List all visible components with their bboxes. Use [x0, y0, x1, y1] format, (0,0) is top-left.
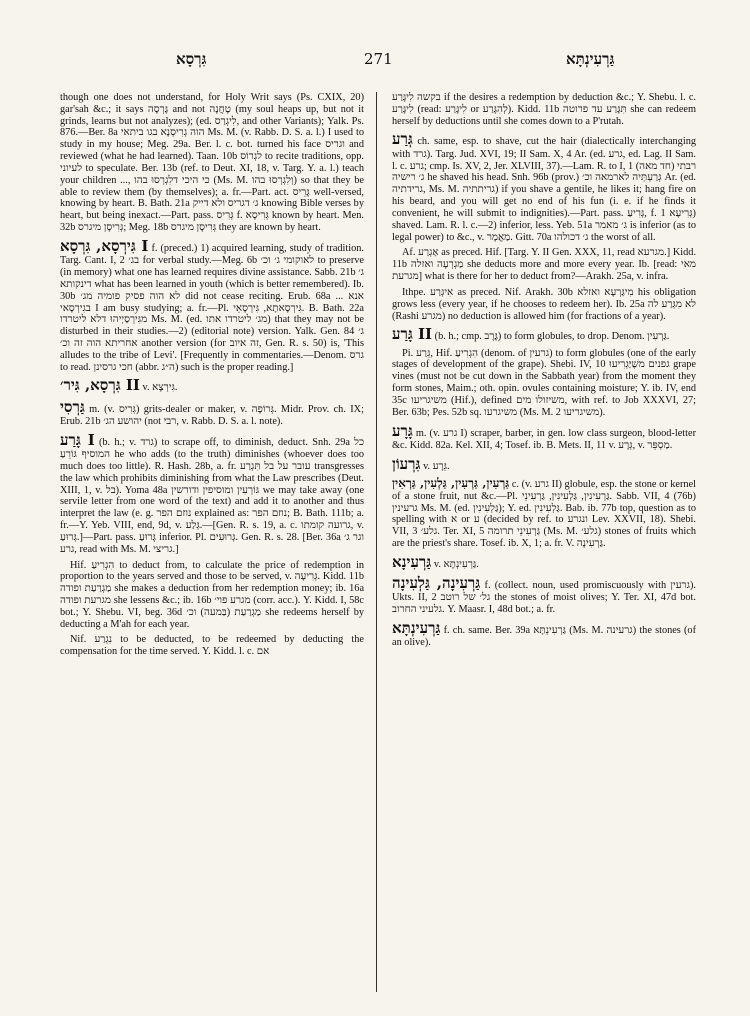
entry-subsection — [60, 634, 364, 658]
dictionary-entry — [392, 575, 696, 616]
dictionary-entry — [60, 92, 364, 234]
dictionary-entry — [392, 92, 696, 127]
dictionary-entry — [392, 554, 696, 571]
entry-headword: גָּרַע II — [392, 325, 433, 344]
dictionary-entry — [60, 432, 364, 556]
dictionary-entry — [392, 477, 696, 550]
entry-headword: גַּרְעִינְתָּא — [392, 619, 441, 637]
entry-headword: גַּרְעִינָא — [392, 552, 432, 571]
entry-headword: גְּרַע — [392, 130, 413, 149]
entry-text: Pi. גֵּרַע, Hif. הִגְרִיעַ (denom. of גרעין) to form globules (one of the early stages of development of the grape). Shebi. IV, 10 גפנים משֶׁיַּגְרִיעוּ grape vines (must not be cut down in the Sabbath year) from the moment they form stones, Maim.; oth. opin. ovules containing moisture; Y. ib. IV, end 35c משיגריעו (Hif.), defined משיזולו מים, with ref. to Job XXXVI, 27; Ber. 63b; Pes. 52b sq. משיגרעו (Ms. M. 2 משיגריעו). — [392, 347, 696, 418]
entry-headword: גָּרָע — [392, 421, 413, 440]
entry-text: Af. אַגְרַע as preced. Hif. [Targ. Y. II Gen. XXX, 11, read מגרעא.] Kidd. 11b מַגְרְעָה ואזלה she deducts more and more every year. Ib. [read: מאי מגרעת] what is there for her to deduct from?—Arakh. 25a, v. infra. — [392, 247, 696, 283]
entry-headword: גַּרְעִינָה, גַּלְעִינָה — [392, 574, 481, 593]
entry-text: f. ch. same. Ber. 39a גַּרְעִינְתָּא (Ms. M. גרעינה) the stones (of an olive). — [392, 625, 696, 649]
right-column — [392, 92, 696, 1004]
entry-headword: גִּירְסָא, גִּרְסָא I — [60, 236, 149, 255]
entry-headword: גַּרְעִין, גַּרְעִין, גַּלְעִין, גַּרְאִין — [392, 475, 510, 490]
entry-text: m. (v. גְּרִיס) grits-dealer or maker, v. גְּרוֹפָה. Midr. Prov. ch. IX; Erub. 21b יהושע הג׳ (not רבי, v. Rabb. D. S. a. l. note). — [60, 403, 364, 427]
entry-text: בקשה לִיגָּרַע if the desires a redemption by deduction &c.; Y. Shebu. l. c. לִיגָּרַע (read: לִיגָּרַע or לְהִגָּרַע). Kidd. 11b תִּגָּרַע עד פרוטה she can redeem herself by deductions until she comes down to a P'rutah. — [392, 92, 696, 127]
entry-text: (b. h.; v. גרד) to scrape off, to diminish, deduct. Snh. 29a כל המוסיף גּוֹרֵעַ he who adds (to the truth) diminishes (whoever does too much does too little). R. Hash. 28b, a. fr. עובר על בל תִּגְרַע transgresses the law which prohibits diminishing from what the Law prescribes (Deut. XIII, 1, v. בל). Yoma 48a גּוֹרְעִין ומוסיפין ודורשין we may take away (one servile letter from one word of the text) and add it to another and thus interpret the law (e. g. נוזם הפר explained as: נוזם הפר; B. Bath. 111b; a. fr.—Y. Yeb. VIII, end, 9d, v. גְּלַע.—[Gen. R. s. 19, a. c. גרועה קומתו, v. גְּרוּעַ.]—Part. pass. גָּרוּעַ inferior. Pl. גְּרוּעִים. Gen. R. s. 28. [Ber. 36a וגר ג׳ גרע, read with Ms. M. גריצי.] — [60, 436, 364, 555]
entry-text: ch. same, esp. to shave, cut the hair (dialectically interchanging with גרד). Targ. Jud. XVI, 19; II Sam. X, 4 Ar. (ed. גרע, ed. Lag. II Sam. l. c. גרע; cmp. Is. XV, 2, Jer. XLVIII, 37).—Lam. R. to I, 1 רבתי (חד מאה) ג׳ רישיה he shaved his head. Snh. 96b (prov.) גְּרַעְתְּיה לארמאה וכ׳ Ar. (ed. גרידתיה, Ms. M. גריתתיה) if you shave a gentile, he likes it; hang fire on his beard, and you will get no end of his fun (i. e. if he finds it convenient, he will submit to indignities).—Part. pass. גְּרִיעַ, f. גְּרִיעָא 1) shaved. Lam. R. l. c.—2) inferior, less. Yeb. 51a ג׳ מאמר is inferior (as to legal power) to &c., v. מַאֲמָר. Gitt. 70a ג׳ דכולהו the worst of all. — [392, 136, 696, 243]
entry-text: Hif. הִגְרִיעַ to deduct from, to calculate the price of redemption in proportion to the years served and those to be served, v. גְּרִיעָה. Kidd. 11b מַגְרַעַת ופודה she makes a deduction from her redemption money; ib. 16a מגרעת ופודה she lessens &c.; ib. 16b מגרע פוי׳ (corr. acc.). Y. Kidd. I, 58c bot.; Y. Shebu. VI, beg. 36d מַגְרַעַת (בַּמעה) וכ׳ she redeems herself by deducting a M'ah for each year. — [60, 559, 364, 630]
dictionary-entry — [60, 399, 364, 428]
entry-subsection — [392, 348, 696, 419]
page-header — [56, 46, 706, 70]
dictionary-entry — [60, 377, 364, 394]
entry-subsection — [392, 287, 696, 322]
dictionary-entry — [392, 620, 696, 649]
entry-subsection — [392, 247, 696, 282]
entry-text: though one does not understand, for Holy Writ says (Ps. CXIX, 20) gar'sah &c.; it says גָּרְסָה and not טָחֲנָה (my soul heaps up, but not it grinds, learns but not analyzes); (ed. לִיגְרַס, and other Variants); Yalk. Ps. 876.—Ber. 8a הוה גְרִיסְנָא בגו ביתאי Ms. M. (v. Rabb. D. S. a. l.) I used to study in my house; Meg. 29a. Ber. l. c. bot. turned his face וגריס and reviewed (what he had learned). Taan. 10b לגְרוֹס to recite traditions, opp. לעיוני to speculate. Ber. 13b (ref. to Deut. XI, 18, v. Targ. Y. a. l.) teach your children ..., כי היכי דלִגְרְסוּ בהו (Ms. M. וְלִגְרְסוּ בהו) so that they be able to review them (by themselves); a. fr.—Part. act. גָּרֵיס well-versed, knowing by heart. B. Bath. 21a ג׳ דגריס ולא דייק knowing Bible verses by heart, but being inexact.—Part. pass. גְּרִיס f. גְּרִיסָא known by heart. Men. 32b גְּרִיסָן מיגרס; Meg. 18b גְּרִיסָן מיגרס they are known by heart. — [60, 92, 364, 234]
entry-text: Nif. נִגְרַע to be deducted, to be redeemed by deducting the compensation for the time served. Y. Kidd. l. c. אם — [60, 634, 364, 658]
entry-text: f. (collect. noun, used promiscuously with גרעין). Ukts. II, 2 גל׳ של רוטב the stones of moist olives; Y. Ter. XI, 47d bot. גלעיני החרוב. Y. Maasr. I, 48d bot.; a. fr. — [392, 580, 696, 616]
entry-text: f. (preced.) 1) acquired learning, study of tradition. Targ. Cant. I, 2 בג׳ for verbal study.—Meg. 6b לאוקומי ג׳ וכ׳ to preserve (in memory) what one has learned requires divine assistance. Sabb. 21b ג׳ דינקותא what has been learned in youth (which is better remembered). Ib. 30b לא הוה פסיק פומיה מג׳ did not cease reciting. Erub. 68a ... אנא בגִירְסָאי I am busy studying; a. fr.—Pl. גִּירְסָאתָא, גִּירְסָאֵי. B. Bath. 22a מגִּירְסַיְיהוּ דלא ליטרדו Ms. M. (ed. מג׳ ליטרדו אתו) that they may not be disturbed in their studies.—2) (editorial note) version. Yalk. Gen. 84 ג׳ אחריתא הוה זה וכ׳ another version (for זה איוב, Gen. R. s. 50) is, 'This alludes to the tribe of Levi'. [Frequently in commentaries.—Denom. גרס to read. חכי גרסינן (abbr. ה״ג) such is the proper reading.] — [60, 242, 364, 373]
entry-text: m. (v. גרע I) scraper, barber, in gen. low class surgeon, blood-letter &c. Kidd. 82a. Kel. XII, 4; Tosef. ib. B. Mets. II, 11 v. גְּרָע, v. מַסְפֵּר. — [392, 427, 696, 451]
entry-text: v. גַּרְעִינְתָּא. — [433, 558, 479, 570]
dictionary-entry — [60, 238, 364, 374]
entry-headword: גַּרְסִי — [60, 397, 85, 416]
entry-text: (b. h.; cmp. גֶּרֶב) to form globules, to drop. Denom. גַּרְעִין. — [434, 331, 670, 343]
entry-text: c. (v. גרע II) globule, esp. the stone or kernel of a stone fruit, nut &c.—Pl. גַּרְעִינִין, גַּלְעִינִין, גַּרְעִינֵי. Sabb. VII, 4 (76b) גרעינין Ms. M. (ed. גַּלְעִינִין); Y. ed. גַּלְעִינִין. Bab. ib. 77b top, question as to spelling with א or ע (decided by ref. to ונגרע Lev. XXVII, 18). Shebi. VII, 3 גלע׳. Ter. XI, 5 גַּרְעִינֵי תרומה (Ms. M. גלע׳) stones of fruits which are the priest's share. Tosef. ib. X, 1; a. fr. V. גַּרְעִינָה. — [392, 478, 696, 550]
dictionary-entry — [392, 456, 696, 473]
left-column — [60, 92, 364, 1004]
header-left-catchword: גִּרְסָא — [176, 50, 207, 68]
page-number: 271 — [364, 50, 393, 68]
dictionary-entry — [392, 326, 696, 343]
entry-text: v. גִּירְצָא. — [142, 382, 178, 394]
entry-headword: גָּרַע I — [60, 430, 95, 449]
dictionary-entry — [392, 131, 696, 243]
column-divider — [376, 92, 377, 992]
header-right-catchword: גַּרְעִינְתָּא — [566, 50, 615, 68]
dictionary-entry — [392, 423, 696, 452]
entry-text: Ithpe. אִיגְּרַע as preced. Nif. Arakh. 30b מִיגַּרְעָא ואזלא his obligation grows less (every year, if he chooses to redeem her). Ib. 25a לא מִגְּרַע לה (Rashi מגרע) no deduction is allowed him (for fractions of a year). — [392, 286, 696, 322]
entry-headword: גִּרְעוֹן — [392, 454, 421, 473]
entry-text: v. גֵּרָע. — [423, 460, 450, 472]
entry-headword: גִּרְסָא, גִּיר׳ II — [60, 376, 140, 395]
entry-subsection — [60, 560, 364, 631]
